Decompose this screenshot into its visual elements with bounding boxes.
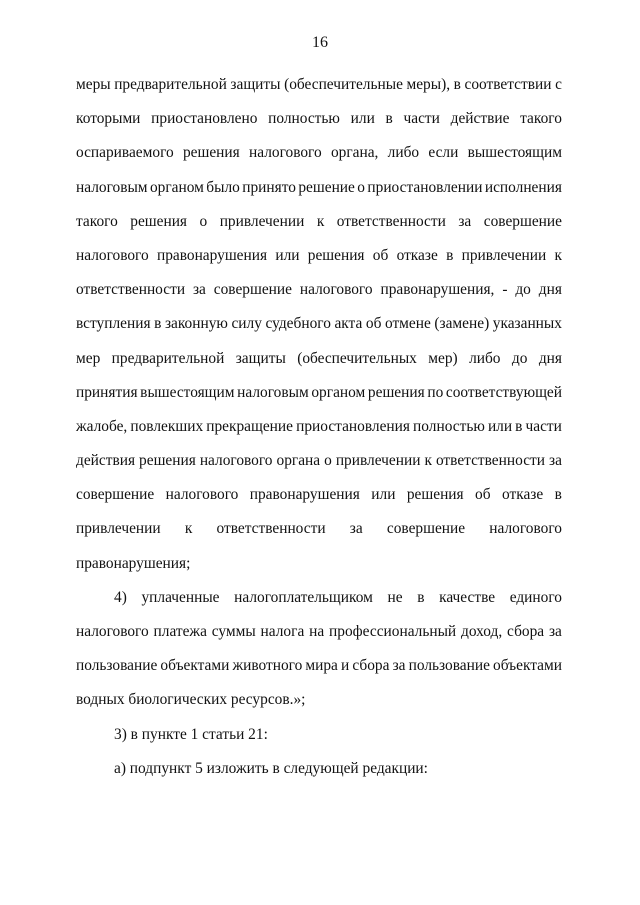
word: или bbox=[350, 110, 375, 128]
word: по bbox=[427, 383, 444, 401]
word: решения bbox=[130, 212, 188, 230]
word: объектами bbox=[493, 657, 562, 675]
word: органа, bbox=[330, 144, 379, 162]
word: принятия bbox=[76, 383, 138, 401]
word: такого bbox=[520, 110, 562, 128]
word: в bbox=[446, 246, 454, 264]
word: или bbox=[371, 486, 396, 504]
text-line bbox=[76, 653, 562, 687]
word: защиты bbox=[230, 76, 281, 93]
word: повлекших bbox=[130, 417, 204, 435]
word: налоговым bbox=[76, 178, 148, 196]
word: единого bbox=[509, 588, 562, 606]
word: налогового bbox=[249, 144, 322, 162]
text-line bbox=[76, 482, 562, 516]
word: не bbox=[387, 588, 403, 606]
word: действия bbox=[76, 452, 136, 470]
word: полностью bbox=[268, 110, 340, 128]
word: ответственности bbox=[76, 281, 186, 299]
text-line bbox=[76, 346, 562, 380]
word: мер) bbox=[428, 349, 458, 367]
word: в bbox=[453, 76, 461, 93]
word: правонарушения bbox=[156, 246, 268, 264]
word: 4) bbox=[114, 588, 127, 606]
word: защиты bbox=[235, 349, 286, 367]
word: жалобе, bbox=[76, 417, 128, 435]
word: решения bbox=[406, 486, 464, 504]
word: органа bbox=[276, 452, 321, 470]
word: отказе bbox=[396, 246, 438, 264]
word: за bbox=[458, 212, 472, 230]
text-line bbox=[76, 380, 562, 414]
word: части bbox=[403, 110, 440, 128]
word: полностью bbox=[413, 417, 485, 435]
word: мер bbox=[76, 349, 101, 367]
word: или bbox=[487, 417, 513, 435]
word: налогового bbox=[165, 486, 239, 504]
word: решение bbox=[298, 178, 355, 196]
word: действие bbox=[450, 110, 510, 128]
text-line: а) подпункт 5 изложить в следующей редакции: bbox=[114, 759, 428, 777]
word: вышестоящим bbox=[467, 144, 562, 162]
word: за bbox=[392, 657, 406, 675]
page-number: 16 bbox=[312, 34, 328, 51]
word: о bbox=[199, 212, 208, 230]
word: в bbox=[554, 486, 562, 504]
word: соответствующей bbox=[445, 383, 562, 401]
text-line bbox=[76, 106, 562, 140]
word: органом bbox=[149, 178, 204, 196]
word: платежа bbox=[153, 623, 207, 640]
word: в bbox=[417, 588, 425, 606]
word: ответственности bbox=[435, 452, 545, 470]
word: объектами bbox=[160, 657, 230, 675]
word: указанных bbox=[492, 315, 562, 333]
text-line bbox=[76, 175, 562, 209]
word: - bbox=[502, 281, 508, 299]
word: о bbox=[357, 178, 365, 196]
word: или bbox=[275, 246, 300, 264]
word: исполнения bbox=[484, 178, 562, 196]
word: совершение bbox=[213, 281, 292, 299]
word: вступления bbox=[76, 315, 151, 333]
word: пользование bbox=[408, 657, 490, 675]
word: решения bbox=[182, 144, 240, 162]
text-line bbox=[76, 414, 562, 448]
word: к bbox=[424, 452, 432, 470]
word: и bbox=[341, 657, 350, 675]
word: за bbox=[192, 281, 206, 299]
body-text bbox=[76, 72, 562, 790]
word: налогового bbox=[199, 452, 273, 470]
word: животного bbox=[232, 657, 303, 675]
word: с bbox=[555, 76, 562, 93]
word: суммы bbox=[211, 623, 256, 640]
word: к bbox=[554, 246, 562, 264]
text-line: правонарушения; bbox=[76, 554, 191, 572]
word: предварительной bbox=[114, 76, 227, 93]
word: привлечении bbox=[335, 452, 421, 470]
word: если bbox=[428, 144, 459, 162]
word: решения bbox=[307, 246, 365, 264]
word: либо bbox=[387, 144, 420, 162]
word: (обеспечительные bbox=[284, 76, 403, 93]
word: предварительной bbox=[111, 349, 225, 367]
word: совершение bbox=[483, 212, 562, 230]
word: судебного bbox=[265, 315, 331, 333]
word: пользование bbox=[76, 657, 158, 675]
text-line: водных биологических ресурсов.»; bbox=[76, 691, 306, 709]
word: к bbox=[184, 520, 193, 538]
word: привлечении bbox=[219, 212, 305, 230]
word: ответственности bbox=[336, 212, 446, 230]
word: качестве bbox=[439, 588, 496, 606]
word: в bbox=[385, 110, 393, 128]
word: о bbox=[324, 452, 332, 470]
word: дня bbox=[538, 349, 562, 367]
text-line bbox=[76, 72, 562, 106]
word: правонарушения bbox=[249, 486, 360, 504]
word: налогового bbox=[76, 246, 149, 264]
word: налогового bbox=[299, 281, 373, 299]
text-line bbox=[76, 277, 562, 311]
word: за bbox=[548, 623, 562, 640]
word: органом bbox=[311, 383, 366, 401]
word: об bbox=[475, 486, 491, 504]
word: (обеспечительных bbox=[297, 349, 417, 367]
word: вышестоящим bbox=[140, 383, 235, 401]
text-line bbox=[76, 448, 562, 482]
word: мира bbox=[305, 657, 338, 675]
text-line bbox=[76, 140, 562, 174]
word: (замене) bbox=[434, 315, 490, 333]
word: дня bbox=[538, 281, 562, 299]
word: об bbox=[372, 246, 389, 264]
word: приостановлено bbox=[151, 110, 258, 128]
word: меры), bbox=[406, 76, 451, 93]
word: части bbox=[525, 417, 562, 435]
word: решения bbox=[139, 452, 196, 470]
text-line bbox=[76, 209, 562, 243]
word: до bbox=[515, 281, 531, 299]
word: налогоплательщиком bbox=[234, 588, 373, 606]
word: привлечении bbox=[461, 246, 547, 264]
word: акта bbox=[334, 315, 363, 333]
word: либо bbox=[469, 349, 501, 367]
word: правонарушения, bbox=[380, 281, 495, 299]
word: соответствии bbox=[464, 76, 552, 93]
word: которыми bbox=[76, 110, 141, 128]
word: меры bbox=[76, 76, 111, 93]
word: до bbox=[511, 349, 528, 367]
word: в bbox=[154, 315, 162, 333]
word: совершение bbox=[386, 520, 466, 538]
word: за bbox=[549, 452, 562, 470]
word: приостановлении bbox=[367, 178, 483, 196]
word: такого bbox=[76, 212, 118, 230]
word: об bbox=[365, 315, 382, 333]
word: к bbox=[316, 212, 325, 230]
text-line bbox=[76, 243, 562, 277]
text-line bbox=[76, 585, 562, 619]
word: законную bbox=[164, 315, 228, 333]
word: в bbox=[515, 417, 523, 435]
word: сбора bbox=[507, 623, 545, 640]
word: отмене bbox=[384, 315, 431, 333]
word: налоговым bbox=[237, 383, 309, 401]
word: на bbox=[309, 623, 325, 640]
word: привлечении bbox=[76, 520, 161, 538]
word: отказе bbox=[502, 486, 544, 504]
word: налога bbox=[260, 623, 305, 640]
text-line bbox=[76, 311, 562, 345]
word: профессиональный bbox=[329, 623, 457, 640]
text-line: 3) в пункте 1 статьи 21: bbox=[114, 725, 268, 743]
word: ответственности bbox=[216, 520, 326, 538]
word: решения bbox=[367, 383, 425, 401]
word: налогового bbox=[76, 623, 149, 640]
word: прекращение bbox=[206, 417, 293, 435]
word: приостановления bbox=[296, 417, 410, 435]
word: налогового bbox=[489, 520, 562, 538]
word: принято bbox=[242, 178, 296, 196]
word: сбора bbox=[352, 657, 390, 675]
text-line bbox=[76, 619, 562, 653]
word: совершение bbox=[76, 486, 155, 504]
word: доход, bbox=[461, 623, 503, 640]
text-line bbox=[76, 516, 562, 550]
word: за bbox=[349, 520, 363, 538]
word: было bbox=[206, 178, 240, 196]
word: силу bbox=[231, 315, 262, 333]
word: уплаченные bbox=[141, 588, 220, 606]
word: оспариваемого bbox=[76, 144, 174, 162]
